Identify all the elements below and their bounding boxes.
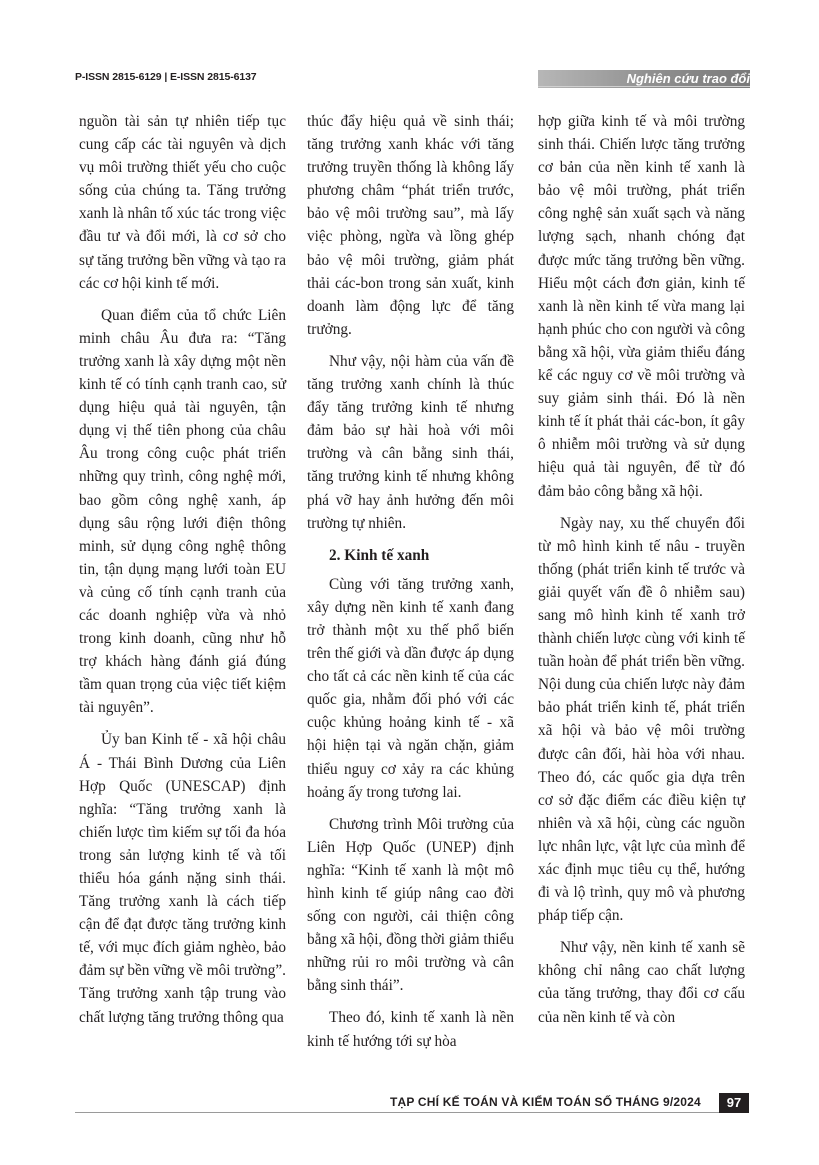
text-column-3	[538, 110, 745, 1038]
section-heading: 2. Kinh tế xanh	[329, 546, 430, 564]
page-number: 97	[719, 1093, 749, 1113]
paragraph: Ngày nay, xu thế chuyển đổi từ mô hình kinh tế nâu - truyền thống (phát triển kinh tế trước và giải quyết vấn đề ô nhiễm sau) sang mô hình kinh tế xanh trở thành chiến lược cùng với kinh tế tuần hoàn để phát triển bền vững. Nội dung của chiến lược này đảm bảo phát triển kinh tế, phát triển xã hội và bảo vệ môi trường được cân đối, hài hòa với nhau. Theo đó, các quốc gia dựa trên cơ sở đặc điểm các điều kiện tự nhiên và xã hội, cùng các nguồn lực nhân lực, vật lực của mình để xác định mục tiêu cụ thể, hướng đi và lộ trình, quy mô và phương pháp tiếp cận.	[538, 514, 745, 925]
paragraph: hợp giữa kinh tế và môi trường sinh thái. Chiến lược tăng trưởng cơ bản của nền kinh tế xanh là bảo vệ môi trường, phát triển công nghệ sản xuất sạch và năng lượng sạch, nhanh chóng đạt được mức tăng trưởng bền vững. Hiểu một cách đơn giản, kinh tế xanh là nền kinh tế vừa mang lại hạnh phúc cho con người và công bằng xã hội, vừa giảm thiểu đáng kể các nguy cơ về môi trường và suy giảm sinh thái. Đó là nền kinh tế ít phát thải các-bon, ít gây ô nhiễm môi trường và sử dụng hiệu quả tài nguyên, để từ đó đảm bảo công bằng xã hội.	[538, 113, 745, 500]
text-column-2	[307, 110, 514, 1062]
paragraph: Chương trình Môi trường của Liên Hợp Quốc (UNEP) định nghĩa: “Kinh tế xanh là một mô hình kinh tế giúp nâng cao đời sống con người, cải thiện công bằng xã hội, đồng thời giảm thiểu những rủi ro môi trường và cân bằng sinh thái”.	[307, 815, 514, 995]
paragraph: Theo đó, kinh tế xanh là nền kinh tế hướng tới sự hòa	[307, 1009, 514, 1050]
footer-rule	[75, 1112, 749, 1113]
paragraph: Cùng với tăng trưởng xanh, xây dựng nền kinh tế xanh đang trở thành một xu thế phổ biến trên thế giới và dần được áp dụng cho tất cả các nền kinh tế của các quốc gia, nhằm đối phó với các cuộc khủng hoảng kinh tế - xã hội hiện tại và ngăn chặn, giảm thiểu nguy cơ xảy ra các khủng hoảng ấy trong tương lai.	[307, 575, 514, 801]
paragraph: Quan điểm của tổ chức Liên minh châu Âu đưa ra: “Tăng trưởng xanh là xây dựng một nền kinh tế có tính cạnh tranh cao, sử dụng hiệu quả tài nguyên, tận dụng vị thế tiên phong của châu Âu trong công cuộc phát triển những quy trình, công nghệ mới, bao gồm công nghệ xanh, áp dụng sâu rộng lưới điện thông minh, sử dụng công nghệ thông tin, tận dụng mạng lưới toàn EU và củng cố tính cạnh tranh của các doanh nghiệp vừa và nhỏ trong kinh doanh, cũng như hỗ trợ khách hàng đánh giá đúng tầm quan trọng của việc tiết kiệm tài nguyên”.	[79, 306, 286, 717]
paragraph: thúc đẩy hiệu quả về sinh thái; tăng trưởng xanh khác với tăng trưởng truyền thống là không lấy phương châm “phát triển trước, bảo vệ môi trường sau”, mà lấy việc phòng, ngừa và lồng ghép bảo vệ môi trường, giảm phát thải các-bon trong sản xuất, kinh doanh làm động lực để tăng trưởng.	[307, 113, 514, 338]
journal-footer: TẠP CHÍ KẾ TOÁN VÀ KIỂM TOÁN SỐ THÁNG 9/2024	[390, 1095, 701, 1109]
text-column-1	[79, 110, 286, 1038]
paragraph: Ủy ban Kinh tế - xã hội châu Á - Thái Bình Dương của Liên Hợp Quốc (UNESCAP) định nghĩa: “Tăng trưởng xanh là chiến lược tìm kiếm sự tối đa hóa trong sản lượng kinh tế và tối thiểu hóa gánh nặng sinh thái. Tăng trưởng xanh là cách tiếp cận để đạt được tăng trưởng kinh tế, với mục đích giảm nghèo, bảo đảm sự bền vững về môi trường”. Tăng trưởng xanh tập trung vào chất lượng tăng trưởng thông qua	[79, 731, 286, 1026]
paragraph: nguồn tài sản tự nhiên tiếp tục cung cấp các tài nguyên và dịch vụ môi trường thiết yếu cho cuộc sống của chúng ta. Tăng trưởng xanh là nhân tố xúc tác trong việc đầu tư và đổi mới, là cơ sở cho sự tăng trưởng bền vững và tạo ra các cơ hội kinh tế mới.	[79, 113, 286, 292]
issn-header: P-ISSN 2815-6129 | E-ISSN 2815-6137	[75, 71, 257, 83]
paragraph: Như vậy, nền kinh tế xanh sẽ không chỉ nâng cao chất lượng của tăng trưởng, thay đổi cơ cấu của nền kinh tế và còn	[538, 939, 745, 1026]
section-band-underline	[538, 86, 750, 87]
paragraph: Như vậy, nội hàm của vấn đề tăng trưởng xanh chính là thúc đẩy tăng trưởng kinh tế nhưng đảm bảo sự hài hoà với môi trường và cân bằng sinh thái, tăng trưởng kinh tế nhưng không phá vỡ hay ảnh hưởng đến môi trường tự nhiên.	[307, 352, 514, 532]
section-title: Nghiên cứu trao đổi	[626, 71, 750, 86]
